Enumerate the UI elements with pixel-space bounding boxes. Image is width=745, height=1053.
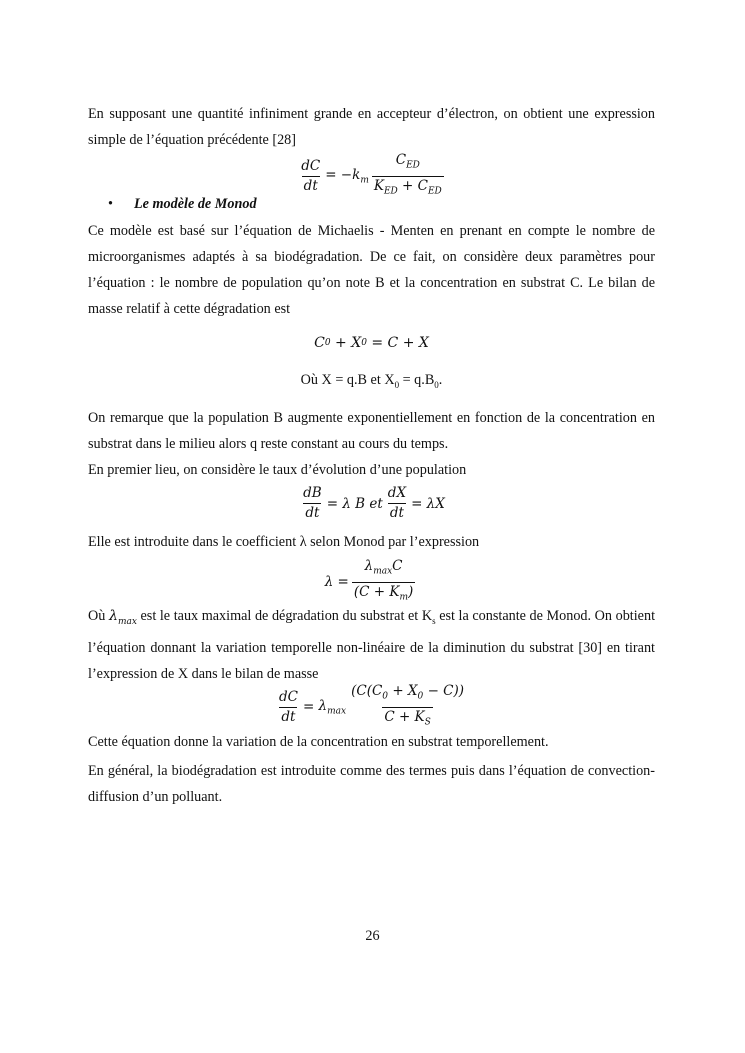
equation-lambda-monod: λ = $\frac{\lambda_{max}C}{(C + K_m)}$	[88, 558, 655, 606]
definition-x: Où X = q.B et $X_0 = q.B_0$.	[300, 372, 443, 390]
paragraph-text: Elle est introduite dans le coefficient λ selon Monod par l’expression	[88, 534, 480, 550]
equation-substrate-variation: $\frac{dC}{dt}$ = $\lambda_{max}$ $\frac{(C(C_0 + X_0 - C))}{C + K_S}$	[88, 683, 655, 731]
bullet-icon: •	[108, 196, 113, 212]
page-number: 26	[365, 928, 380, 944]
section-heading-text: Le modèle de Monod	[134, 196, 257, 212]
paragraph-text: Ce modèle est basé sur l’équation de Michaelis - Menten en prenant en compte le nombre de microorganismes adaptés à sa biodégradation. De ce fait, on considère deux paramètres pour l’équation : le nombre de population qu’on note B et la concentration en substrat C. Le bilan de masse relatif à cette dégradation est	[88, 223, 655, 317]
equation-mass-balance: C 0 + X 0 = C + X	[314, 335, 429, 351]
paragraph-text: En premier lieu, on considère le taux d’évolution d’une population	[88, 462, 467, 478]
paragraph-biodegradation	[88, 758, 655, 810]
paragraph-population	[88, 405, 655, 457]
paragraph-text: Où $\lambda_{max}$ est le taux maximal de dégradation du substrat et $K_s$ est la constante de Monod. On obtient l’équation donnant la variation temporelle non-linéaire de la diminution du substrat [30] en tirant l’expression de X dans le bilan de masse	[88, 608, 656, 682]
fraction-ced-kedced: $\frac{C_{ED}}{K_{ED} + C_{ED}}$	[372, 152, 444, 200]
paragraph-lambda-intro	[88, 529, 655, 555]
paragraph-lambda-max	[88, 603, 655, 687]
equation-dc-dt-simple	[88, 152, 655, 200]
section-heading-monod	[108, 196, 257, 213]
paragraph-text: En général, la biodégradation est introduite comme des termes puis dans l’équation de convection-diffusion d’un polluant.	[88, 763, 655, 805]
paragraph-text: On remarque que la population B augmente exponentiellement en fonction de la concentration en substrat dans le milieu alors q reste constant au cours du temps.	[88, 410, 655, 452]
paragraph-intro	[88, 101, 655, 153]
paragraph-text: En supposant une quantité infiniment grande en accepteur d’électron, on obtient une expression simple de l’équation précédente [28]	[88, 106, 655, 148]
equation-operator: = $-k_m$	[325, 166, 369, 186]
paragraph-monod-description	[88, 218, 655, 322]
paragraph-rate	[88, 457, 655, 483]
fraction-dc-dt: $\frac{dC}{dt}$	[301, 157, 321, 194]
equation-growth-rate: $\frac{dB}{dt}$ = λ B et $\frac{dX}{dt}$ = λX	[303, 485, 445, 521]
paragraph-text: Cette équation donne la variation de la concentration en substrat temporellement.	[88, 734, 549, 750]
paragraph-equation-meaning	[88, 729, 655, 755]
